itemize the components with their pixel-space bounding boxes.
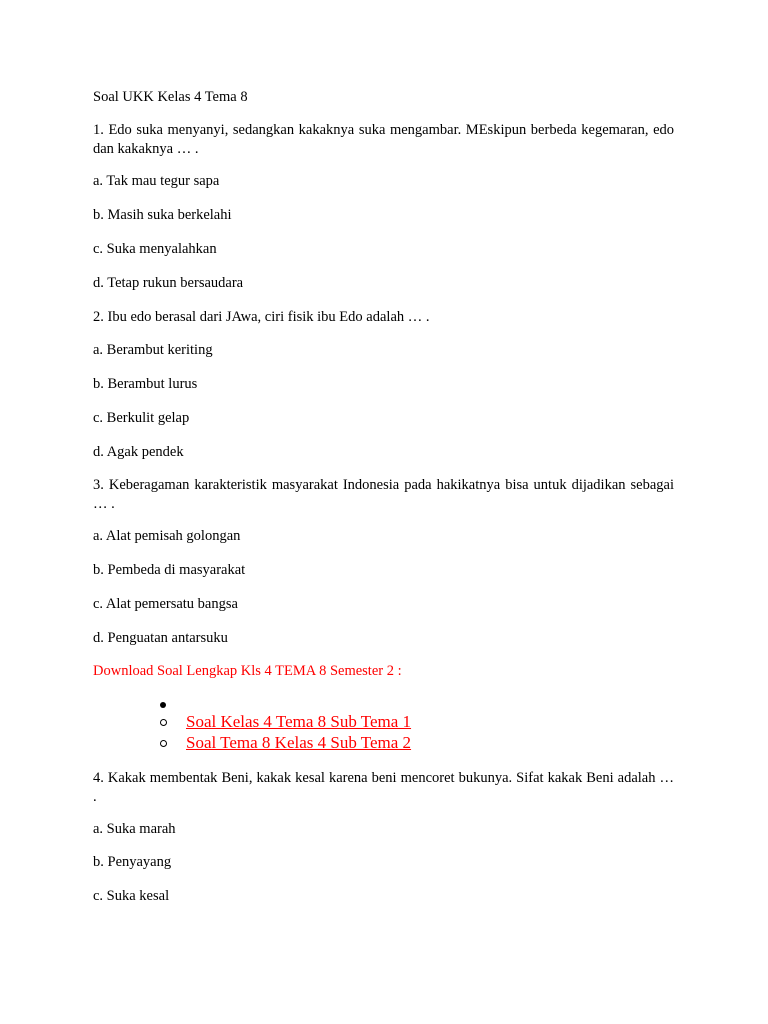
question-1-option-d: d. Tetap rukun bersaudara [93, 275, 244, 291]
link-sub-tema-2[interactable]: Soal Tema 8 Kelas 4 Sub Tema 2 [186, 733, 412, 752]
bullet-icon [160, 702, 166, 708]
question-3-text: 3. Keberagaman karakteristik masyarakat Indonesia pada hakikatnya bisa untuk dijadikan sebagai … . [93, 477, 674, 512]
question-1-text: 1. Edo suka menyanyi, sedangkan kakaknya suka mengambar. MEskipun berbeda kegemaran, edo dan kakaknya … . [93, 122, 674, 157]
question-2-text: 2. Ibu edo berasal dari JAwa, ciri fisik ibu Edo adalah … . [93, 309, 430, 325]
question-2-option-c: c. Berkulit gelap [93, 410, 190, 426]
question-3-option-b: b. Pembeda di masyarakat [93, 562, 246, 578]
question-4-option-c: c. Suka kesal [93, 888, 170, 904]
download-heading: Download Soal Lengkap Kls 4 TEMA 8 Semester 2 : [93, 663, 402, 679]
question-1-option-a: a. Tak mau tegur sapa [93, 173, 220, 189]
question-3-option-a: a. Alat pemisah golongan [93, 528, 241, 544]
circle-bullet-icon [160, 719, 167, 726]
document-title: Soal UKK Kelas 4 Tema 8 [93, 89, 248, 105]
question-4-option-a: a. Suka marah [93, 821, 176, 837]
question-3-option-d: d. Penguatan antarsuku [93, 630, 228, 646]
question-2-option-a: a. Berambut keriting [93, 342, 213, 358]
question-3-option-c: c. Alat pemersatu bangsa [93, 596, 238, 612]
question-1-option-b: b. Masih suka berkelahi [93, 207, 232, 223]
circle-bullet-icon [160, 740, 167, 747]
question-2-option-d: d. Agak pendek [93, 444, 184, 460]
question-4-text: 4. Kakak membentak Beni, kakak kesal karena beni mencoret bukunya. Sifat kakak Beni adalah … . [93, 770, 674, 805]
question-2-option-b: b. Berambut lurus [93, 376, 198, 392]
question-4-option-b: b. Penyayang [93, 854, 172, 870]
question-1-option-c: c. Suka menyalahkan [93, 241, 217, 257]
link-sub-tema-1[interactable]: Soal Kelas 4 Tema 8 Sub Tema 1 [186, 712, 412, 731]
